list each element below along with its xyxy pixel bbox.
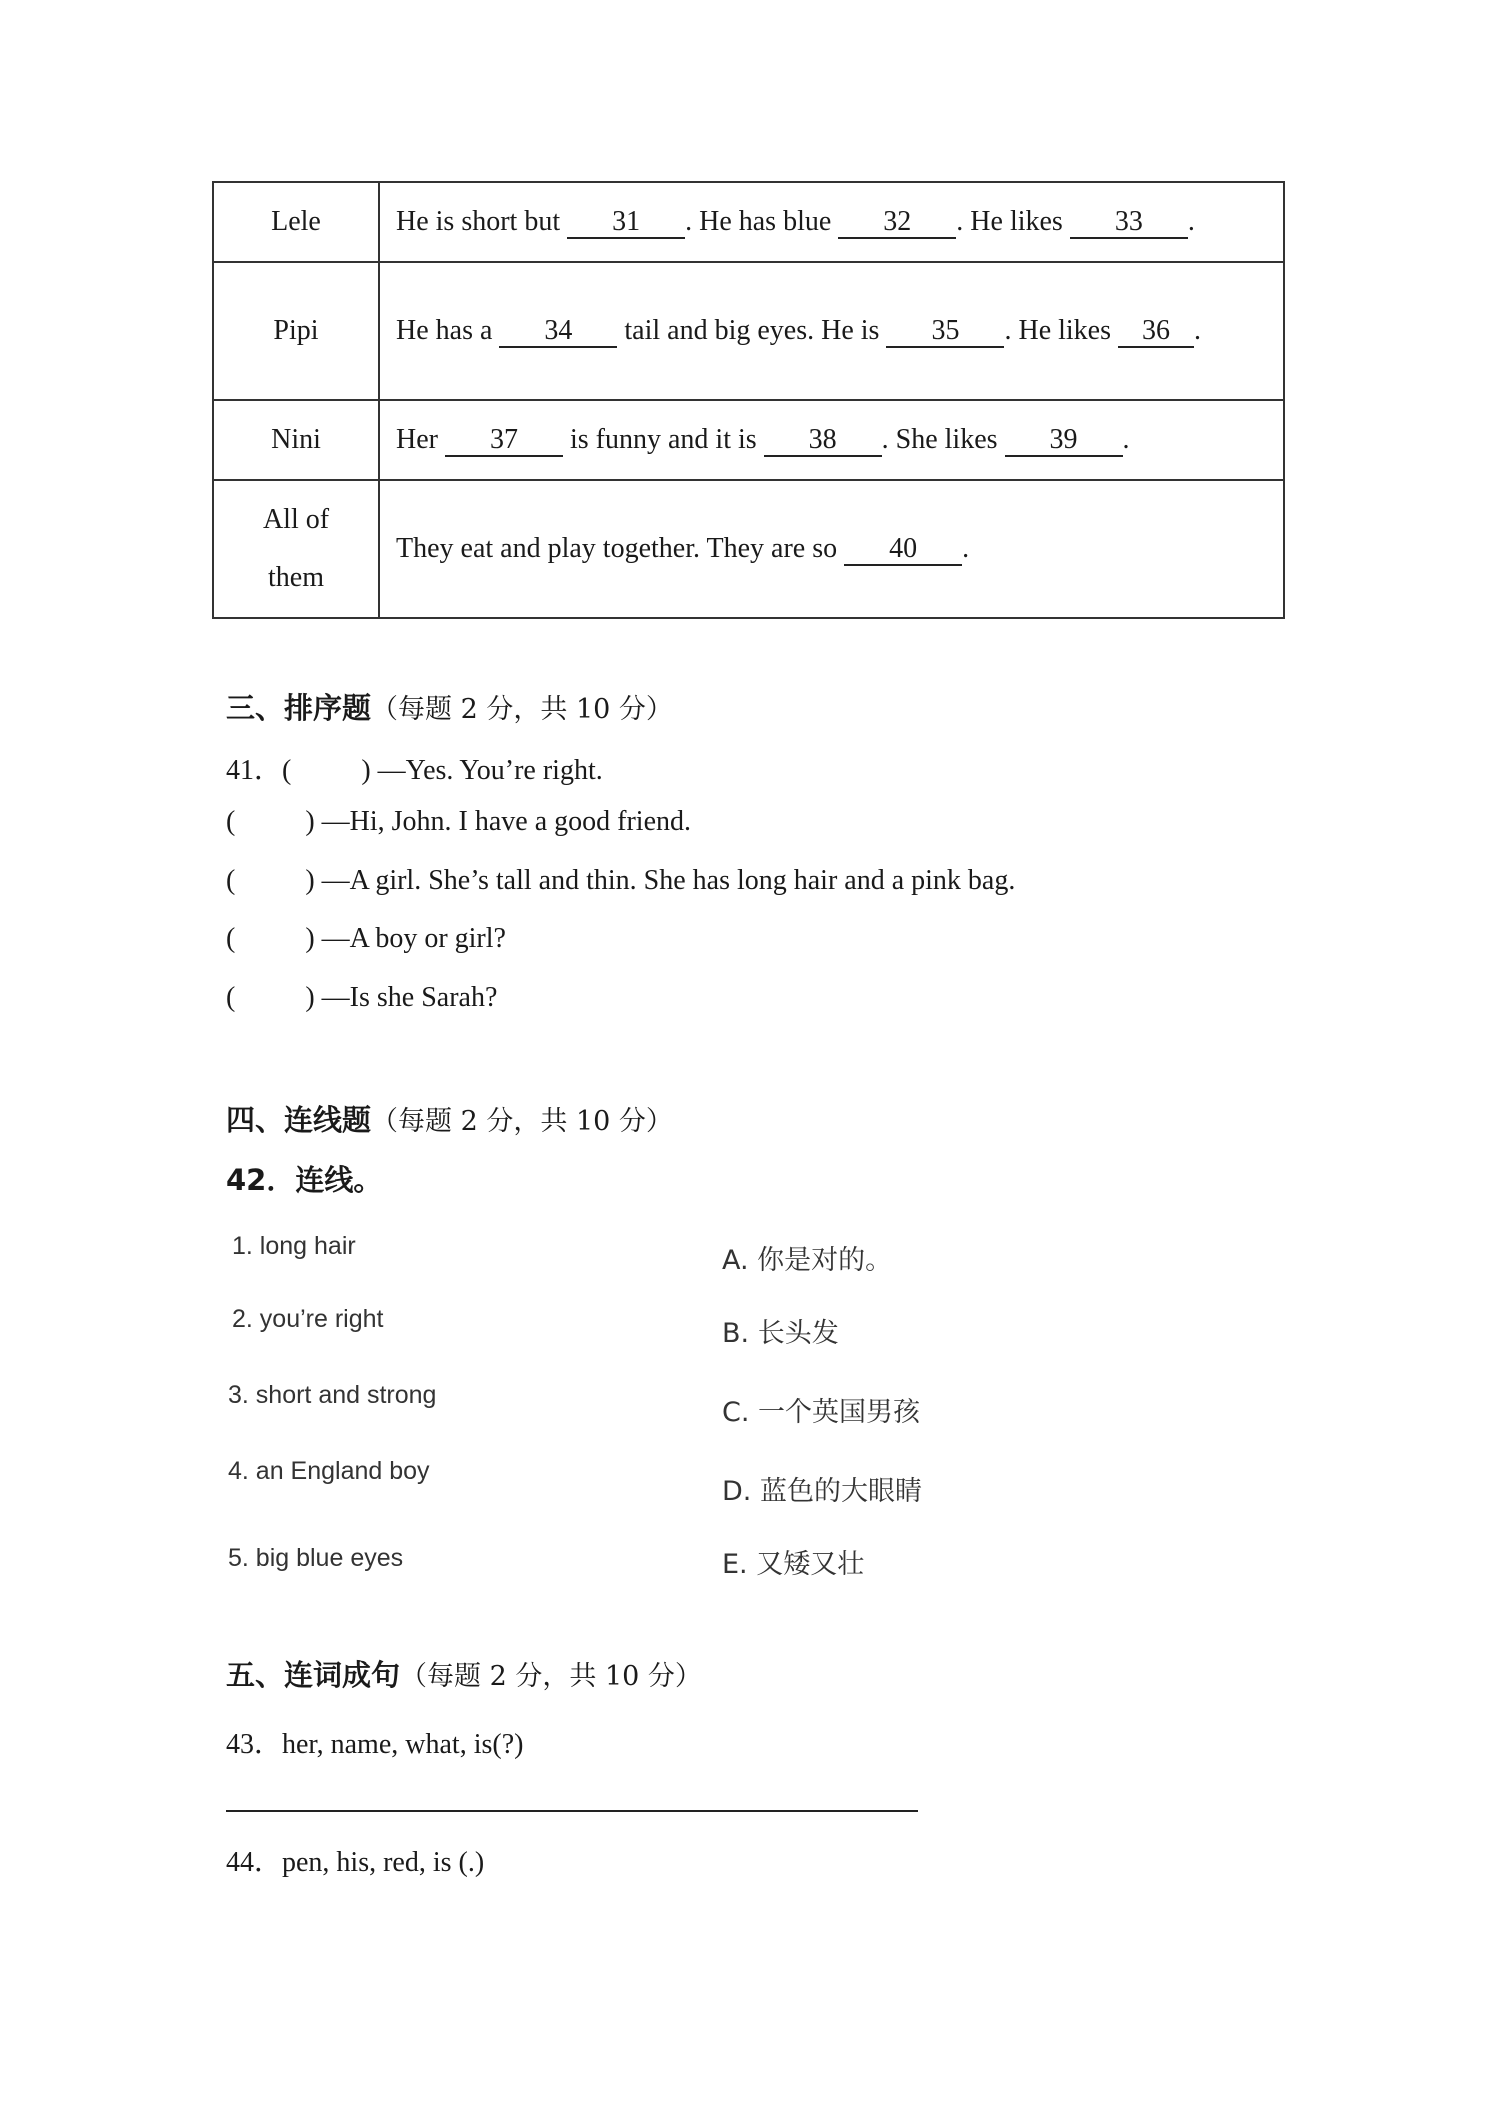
section5-title	[226, 1653, 702, 1694]
row-text: He has a	[396, 315, 500, 346]
question-43: 43．her, name, what, is(?)	[226, 1729, 524, 1760]
row-text: .	[1122, 424, 1130, 455]
section4-title	[226, 1098, 673, 1139]
match-right-d: D. 蓝色的大眼睛	[722, 1476, 922, 1507]
answer-blank-34[interactable]: 34	[499, 316, 617, 348]
row-name: Lele	[271, 206, 321, 237]
section4-note: （每题 2 分，共 10 分）	[371, 1106, 673, 1137]
match-left-1: 1. long hair	[232, 1232, 356, 1260]
section3-title	[226, 686, 673, 727]
question-44: 44．pen, his, red, is (.)	[226, 1847, 485, 1878]
row-description-cell	[379, 480, 1284, 618]
row-text: He is short but	[396, 206, 568, 237]
row-name-cell	[213, 262, 379, 400]
answer-blank-33[interactable]: 33	[1070, 207, 1188, 239]
answer-blank-35[interactable]: 35	[886, 316, 1004, 348]
row-description-cell	[379, 262, 1284, 400]
question-42-text: 42．连线。	[226, 1163, 383, 1197]
row-name: Nini	[271, 424, 321, 455]
row-text: .	[1187, 206, 1195, 237]
order-line-4: ( ) —A boy or girl?	[226, 923, 506, 954]
answer-line-43[interactable]	[226, 1810, 918, 1812]
row-name: All of them	[262, 504, 330, 593]
match-left-5: 5. big blue eyes	[228, 1544, 404, 1572]
row-text: .	[962, 533, 970, 564]
row-text: is funny and it is	[562, 424, 764, 455]
section3-title-text: 三、排序题	[226, 691, 372, 725]
order-line-3: ( ) —A girl. She’s tall and thin. She has long hair and a pink bag.	[226, 865, 1016, 896]
answer-blank-31[interactable]: 31	[567, 207, 685, 239]
row-text: They eat and play together. They are so	[396, 533, 845, 564]
match-right-c: C. 一个英国男孩	[722, 1397, 921, 1428]
section5-note: （每题 2 分，共 10 分）	[400, 1661, 702, 1692]
row-name: Pipi	[273, 315, 319, 346]
row-text: . He has blue	[685, 206, 839, 237]
match-right-a: A. 你是对的。	[722, 1245, 893, 1276]
answer-blank-32[interactable]: 32	[838, 207, 956, 239]
order-line-5: ( ) —Is she Sarah?	[226, 982, 498, 1013]
answer-blank-40[interactable]: 40	[844, 534, 962, 566]
match-left-2: 2. you’re right	[232, 1305, 384, 1333]
answer-blank-39[interactable]: 39	[1005, 425, 1123, 457]
row-text: tail and big eyes. He is	[617, 315, 887, 346]
row-name-cell	[213, 400, 379, 480]
row-name-cell	[213, 182, 379, 262]
row-description-cell	[379, 400, 1284, 480]
row-text: Her	[396, 424, 445, 455]
row-text: . She likes	[881, 424, 1005, 455]
table-body	[213, 182, 1284, 618]
answer-blank-36[interactable]: 36	[1118, 316, 1194, 348]
answer-blank-37[interactable]: 37	[445, 425, 563, 457]
table-row	[213, 262, 1284, 400]
row-text: . He likes	[1004, 315, 1118, 346]
order-line-2: ( ) —Hi, John. I have a good friend.	[226, 806, 692, 837]
table-row	[213, 480, 1284, 618]
section3-note: （每题 2 分，共 10 分）	[371, 694, 673, 725]
match-right-b: B. 长头发	[722, 1318, 839, 1349]
table-row	[213, 400, 1284, 480]
question-42	[226, 1158, 382, 1199]
answer-blank-38[interactable]: 38	[764, 425, 882, 457]
table-row	[213, 182, 1284, 262]
section4-title-text: 四、连线题	[226, 1103, 372, 1137]
row-name-cell	[213, 480, 379, 618]
section5-title-text: 五、连词成句	[226, 1658, 401, 1692]
order-line-1: 41．( ) —Yes. You’re right.	[226, 755, 603, 786]
match-left-3: 3. short and strong	[228, 1381, 437, 1409]
row-text: . He likes	[956, 206, 1070, 237]
row-text: .	[1194, 315, 1201, 346]
row-description-cell	[379, 182, 1284, 262]
match-right-e: E. 又矮又壮	[722, 1549, 865, 1580]
match-left-4: 4. an England boy	[228, 1457, 430, 1485]
description-table	[212, 181, 1285, 619]
